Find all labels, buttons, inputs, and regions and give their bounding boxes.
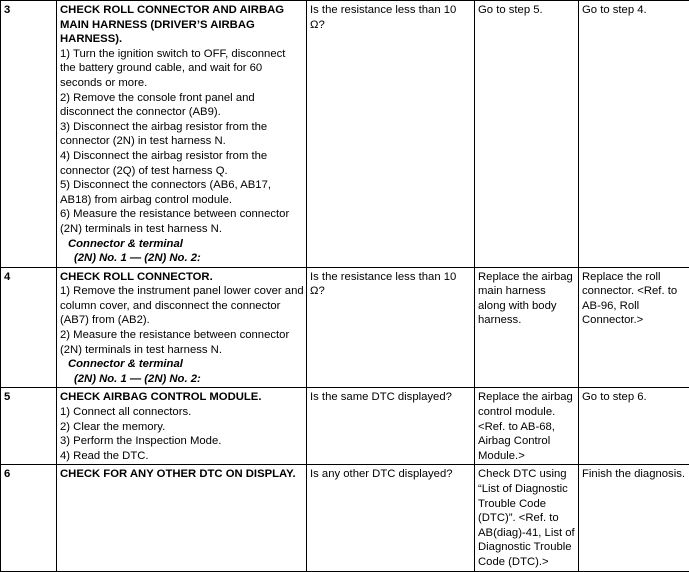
step-title: CHECK AIRBAG CONTROL MODULE. xyxy=(60,390,304,405)
question-cell: Is the resistance less than 10 Ω? xyxy=(307,267,475,388)
procedure-item: 3) Disconnect the airbag resistor from the connector (2N) in test harness N. xyxy=(60,120,304,149)
yes-cell: Go to step 5. xyxy=(475,1,579,268)
procedure-item: 6) Measure the resistance between connector (2N) terminals in test harness N. xyxy=(60,207,304,236)
step-title: CHECK FOR ANY OTHER DTC ON DISPLAY. xyxy=(60,467,304,482)
step-number: 6 xyxy=(1,465,57,571)
table-row xyxy=(1,1,689,268)
yes-cell: Check DTC using “List of Diagnostic Trouble Code (DTC)”. <Ref. to AB(diag)-41, List of Diagnostic Trouble Code (DTC).> xyxy=(475,465,579,571)
step-title: CHECK ROLL CONNECTOR. xyxy=(60,270,304,285)
procedure-item: 1) Connect all connectors. xyxy=(60,405,304,420)
procedure-item: 2) Clear the memory. xyxy=(60,420,304,435)
no-cell: Finish the diagnosis. xyxy=(579,465,689,571)
procedure-item: 2) Measure the resistance between connector (2N) terminals in test harness N. xyxy=(60,328,304,357)
connector-terminal-label: Connector & terminal xyxy=(60,357,304,372)
check-cell xyxy=(57,267,307,388)
no-cell: Go to step 4. xyxy=(579,1,689,268)
check-cell xyxy=(57,465,307,571)
no-cell: Replace the roll connector. <Ref. to AB-96, Roll Connector.> xyxy=(579,267,689,388)
no-cell: Go to step 6. xyxy=(579,388,689,465)
table-row xyxy=(1,388,689,465)
yes-cell: Replace the airbag main harness along with body harness. xyxy=(475,267,579,388)
yes-cell: Replace the airbag control module. <Ref. to AB-68, Airbag Control Module.> xyxy=(475,388,579,465)
procedure-item: 1) Turn the ignition switch to OFF, disconnect the battery ground cable, and wait for 60 seconds or more. xyxy=(60,47,304,91)
question-cell: Is the resistance less than 10 Ω? xyxy=(307,1,475,268)
table-row xyxy=(1,267,689,388)
question-cell: Is any other DTC displayed? xyxy=(307,465,475,571)
check-cell xyxy=(57,388,307,465)
connector-terminal-value: (2N) No. 1 — (2N) No. 2: xyxy=(60,372,304,387)
check-cell xyxy=(57,1,307,268)
connector-terminal-value: (2N) No. 1 — (2N) No. 2: xyxy=(60,251,304,266)
question-cell: Is the same DTC displayed? xyxy=(307,388,475,465)
table-row xyxy=(1,465,689,571)
connector-terminal-label: Connector & terminal xyxy=(60,237,304,252)
procedure-item: 4) Read the DTC. xyxy=(60,449,304,464)
procedure-item: 3) Perform the Inspection Mode. xyxy=(60,434,304,449)
step-number: 4 xyxy=(1,267,57,388)
step-number: 3 xyxy=(1,1,57,268)
step-number: 5 xyxy=(1,388,57,465)
procedure-item: 2) Remove the console front panel and disconnect the connector (AB9). xyxy=(60,91,304,120)
procedure-item: 4) Disconnect the airbag resistor from the connector (2Q) of test harness Q. xyxy=(60,149,304,178)
procedure-item: 5) Disconnect the connectors (AB6, AB17, AB18) from airbag control module. xyxy=(60,178,304,207)
step-title: CHECK ROLL CONNECTOR AND AIRBAG MAIN HARNESS (DRIVER’S AIRBAG HARNESS). xyxy=(60,3,304,47)
procedure-item: 1) Remove the instrument panel lower cover and column cover, and disconnect the connector (AB7) from (AB2). xyxy=(60,284,304,328)
